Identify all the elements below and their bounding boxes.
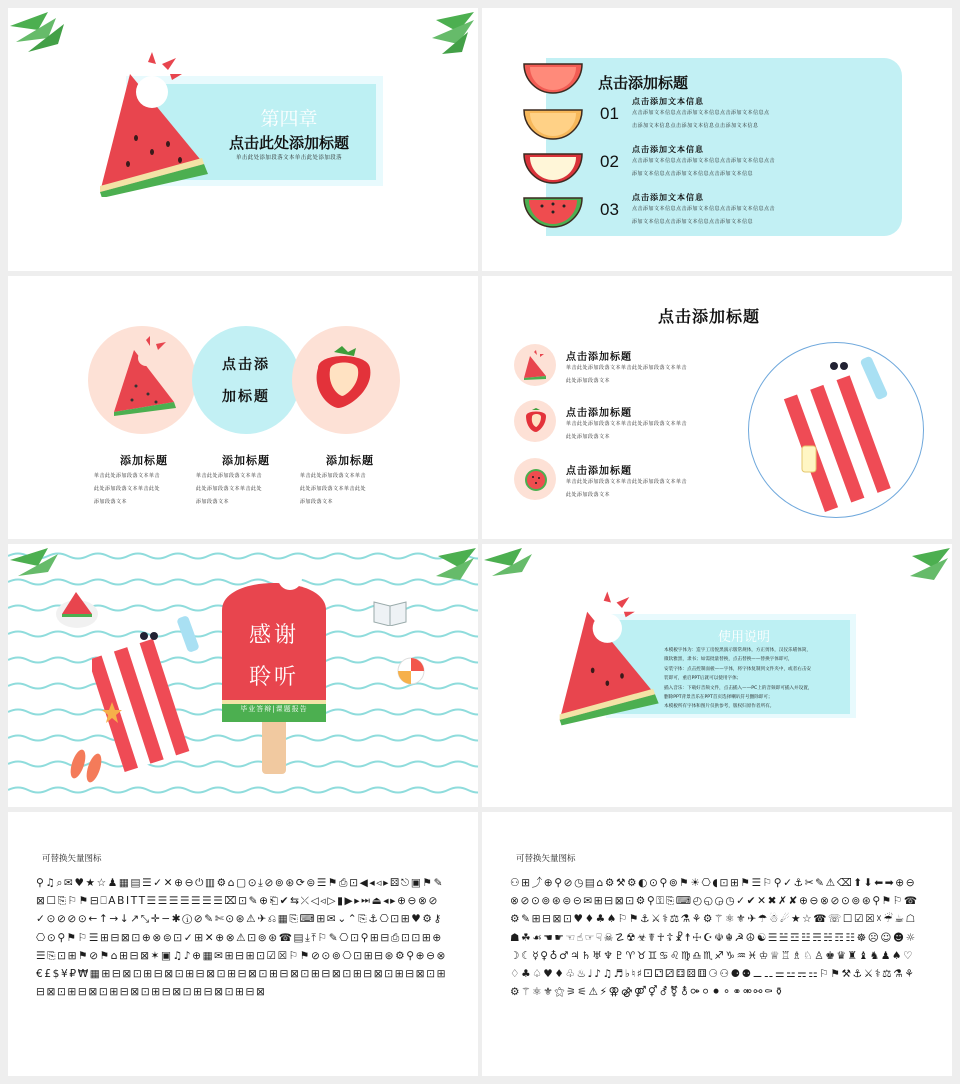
slide-three-columns[interactable] [8,276,478,539]
column-text: 此处添加段落文本单击此处 [94,486,161,492]
instruction-line: 装即可，重启PPT后就可以使用字体； [664,676,742,682]
slide-title[interactable]: 点击此处添加标题 [228,134,349,152]
palm-leaf-decoration [8,544,74,588]
thanks-line[interactable]: 感谢 [248,623,299,648]
column-text: 此处添加段落文本单击此处 [196,486,263,492]
column-text: 单击此处添加段落文本单击 [94,473,161,479]
instruction-line: 本模板所有字体和图片仅供参考，版权归原作者所有。 [664,704,775,710]
column-heading: 添加标题 [326,454,374,467]
item-text[interactable]: 击添加文本信息点击添加文本信息点击添加文本信息 [632,123,759,129]
slide-title[interactable]: 使用说明 [717,630,770,645]
watermelon-plate-image [54,588,100,630]
slide-title[interactable]: 点击添加标题 [598,74,689,92]
strawberry-image [308,344,378,410]
column[interactable] [300,452,400,509]
watermelon-round-icon [524,468,548,492]
instruction-line: 删除PPT背景音乐在PPT首页选择喇叭符号删除即可； [664,695,773,701]
beach-ball-image [396,656,426,686]
beach-towel-image [772,352,922,512]
center-title-line[interactable]: 点击添 [222,357,270,373]
item-number: 03 [600,200,619,219]
column-text: 此处添加段落文本单击此处 [300,486,367,492]
item-heading[interactable]: 点击添加文本信息 [632,96,704,106]
flip-flops-image [66,742,106,788]
book-image [372,596,408,626]
column-text: 单击此处添加段落文本单击 [196,473,263,479]
item-number: 02 [600,152,619,171]
instruction-line: 安装字体：点击控制面板——字体，将字体复制到文件夹中，或者右击安 [664,666,812,672]
palm-leaf-decoration [428,8,478,56]
slide-instructions[interactable] [482,544,952,807]
slide-title[interactable]: 点击添加标题 [658,307,761,326]
item-text[interactable]: 单击此处添加段落文本单击此处添加段落文本单击 [566,421,688,427]
column-text: 添加段落文本 [300,499,334,505]
starfish-image [102,702,122,724]
slide-icon-library-1[interactable] [8,812,478,1076]
palm-leaf-decoration [430,544,478,588]
watermelon-slice-image [96,52,216,197]
item-number: 01 [600,104,619,123]
watermelon-slice-image [112,336,178,416]
circle-center [192,326,300,434]
column-text: 添加段落文本 [196,499,230,505]
thanks-line[interactable]: 聆听 [248,665,299,690]
slide-list[interactable] [482,8,952,271]
water-bottle-image [172,612,206,656]
column-text: 单击此处添加段落文本单击 [300,473,367,479]
item-text[interactable]: 添加文本信息点击添加文本信息点击添加文本信息 [632,171,754,177]
item-text[interactable]: 点击添加文本信息点击添加文本信息点击添加文本信息点 [632,110,770,116]
instruction-line: 本模板字体为：造字工房悦黑演示版常规体，方正剪体，汉仪乐喵体简， [664,648,812,653]
item-text[interactable]: 单击此处添加段落文本单击此处添加段落文本单击 [566,479,688,485]
palm-leaf-decoration [904,544,952,588]
chapter-label: 第四章 [260,108,318,130]
item-heading[interactable]: 点击添加标题 [566,408,632,419]
item-text[interactable]: 此处添加段落文本 [566,378,611,384]
slide-thanks[interactable] [8,544,478,807]
column-heading: 添加标题 [222,454,270,467]
instruction-line: 微软雅黑，隶书；如需批量替换，点击替换——替换字体即可， [664,657,793,663]
item-text[interactable]: 单击此处添加段落文本单击此处添加段落文本单击 [566,365,688,371]
grapefruit-slice-icon [522,62,584,96]
item-heading[interactable]: 点击添加标题 [566,466,632,477]
column-heading: 添加标题 [120,454,168,467]
slide-icon-list[interactable] [482,276,952,539]
instruction-line: 插入音乐：下载好音频文件，点击插入——PC上的音频即可插入并设置， [664,685,813,691]
strawberry-icon [524,408,548,434]
item-heading[interactable]: 点击添加标题 [566,352,632,363]
column[interactable] [196,452,296,509]
item-text[interactable]: 此处添加段落文本 [566,434,611,440]
item-heading[interactable]: 点击添加文本信息 [632,144,704,154]
center-title-line[interactable]: 加标题 [222,389,270,405]
watermelon-slice-icon [522,196,584,230]
column[interactable] [94,452,194,509]
slide-title: 可替换矢量图标 [516,854,576,864]
slide-subtitle[interactable]: 单击此处添加段落文本单击此处添加段落 [235,155,343,161]
apple-slice-icon [522,152,584,186]
item-heading[interactable]: 点击添加文本信息 [632,192,704,202]
instructions-body[interactable] [664,646,850,712]
item-text[interactable]: 添加文本信息点击添加文本信息点击添加文本信息 [632,219,754,225]
palm-leaf-decoration [8,8,78,58]
icon-grid[interactable]: ⚇⊞⤴⊕⚲⊘◷▤⌂⚙⚒⚙◐⊙⚲⊚⚑☀⎔◖⊡⊞⚑☰⚐⚲✓⚓✂✎⚠⌫⬆⬇⬅➡⊕⊖⊗⊘⊙⊚⊛⊜⊝✉⊞⊟⊠⊡⚙⚲⚿⎘⌨◴◵◶◷✓✔✕✖✗✘⊕⊖⊗⊘⊙⊚⊛⚲⚑⚐☎⚙✎⊞⊟⊠⊡♥♦♣♠⚐⚑⚓⚔⚕⚖⚗⚘⚙⚚⚛⚜✈☂☃☄★☆☎☏☐☑☒☓☔☕☖☗☘☙☚☛☜☝☞☟☠☡☢☣☤☥☦☧☨☩☪☫☬☭☮☯☰☱☲☳☴☵☶☷☸☹☺☻☼☽☾☿♀♁♂♃♄♅♆♇♈♉♊♋♌♍♎♏♐♑♒♓♔♕♖♗♘♙♚♛♜♝♞♟♠♡♢♣♤♥♦♧♨♩♪♫♬♭♮♯⚀⚁⚂⚃⚄⚅⚆⚇⚈⚉⚊⚋⚌⚍⚎⚏⚐⚑⚒⚓⚔⚕⚖⚗⚘⚙⚚⚛⚜⚝⚞⚟⚠⚡⚢⚣⚤⚥⚦⚧⚨⚩⚪⚫⚬⚭⚮⚯⚰⚱ [510,877,919,999]
column-text: 添加段落文本 [94,499,128,505]
slide-title: 可替换矢量图标 [42,854,102,864]
item-text[interactable]: 点击添加文本信息点击添加文本信息点击添加文本信息点击 [632,158,776,164]
slide-icon-library-2[interactable] [482,812,952,1076]
item-text[interactable]: 此处添加段落文本 [566,492,611,498]
watermelon-slice-image [556,588,666,728]
palm-leaf-decoration [482,544,548,588]
item-text[interactable]: 点击添加文本信息点击添加文本信息点击添加文本信息点击 [632,206,776,212]
popsicle-label: 毕业答辩|课题报告 [240,705,308,713]
watermelon-icon [522,350,548,380]
slide-chapter[interactable] [8,8,478,271]
melon-slice-icon [522,108,584,142]
icon-grid[interactable]: ⚲♫⌕✉♥★☆♟▦▤☰✓✕⊕⊖⏻▥⚙⌂▢⊙⤓⊘⊚⊛⟳⊜☰⚑⎙⊡◀◂◃▸⚄⎋▣⚑✎⊠☐⎘⚐⚑⊟⎕ABITT☰☰☰☰☰☰☰⌧⊡✎⊕⎗✔⇆⤫◁◃▷▮▶▸⏭⏏◂▸⊕⊖⊗⊘✓⊙⊘⊘⊙←↑→↓↗⤡✛−✱ⓘ⊘✎✄⊙⊛⚠✈⎌▦⎘⌨⊞✉⌄⌃⎘⚓⎔⊡⊞♥⚙⚷⎔⊙⚲⚑⚐☰⊞⊟⊠⊡⊕⊗⊜⊡✓⊞✕⊕⊗⚠⊡⊚⊛☎▤⤓⤒⚐✎⎔⊡⚲⊞⊟⎙⊡⊡⊞⊕☰⎘⊡⊞⚑⊘⚑⌂⊞⊟⊠✶▣♫♪⊕▦✉⊞⊟⊞⊡☑☒⚐⚑⊘⊙⊚⎔⊡⊞⊟⊛⚙⚲⊕⊖⊗€£$¥₽₩▦⊞⊟⊠⊡⊞⊟⊠⊡⊞⊟⊠⊡⊞⊟⊠⊡⊞⊟⊠⊡⊞⊟⊠⊡⊞⊟⊠⊡⊞⊟⊠⊡⊞⊟⊠⊡⊞⊟⊠⊡⊞⊟⊠⊡⊞⊟⊠⊡⊞⊟⊠⊡⊞⊟⊠ [36,877,448,999]
